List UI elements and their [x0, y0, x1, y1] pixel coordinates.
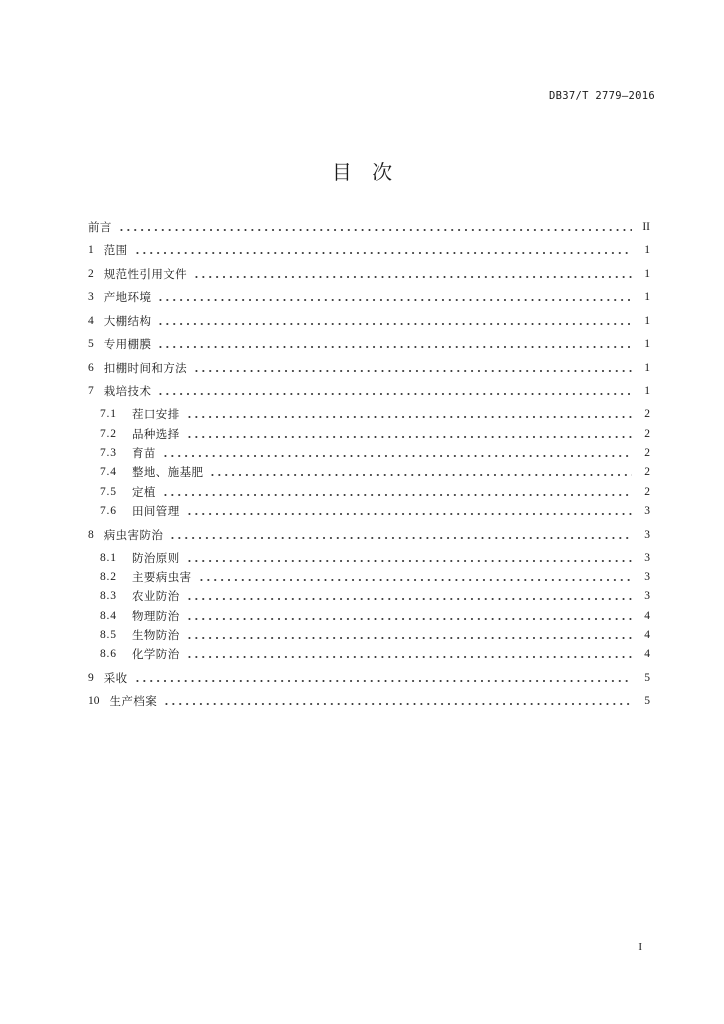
- toc-subsection-group-8: [88, 546, 650, 666]
- toc-entry-page: 3: [644, 570, 650, 583]
- toc-entry-label: 扣棚时间和方法: [103, 362, 188, 375]
- toc-entry-number: 7.1: [100, 408, 117, 421]
- toc-entry-label: 前言: [88, 221, 112, 234]
- toc-entry-label: 栽培技术: [103, 386, 152, 399]
- toc-entry-10: [88, 690, 650, 714]
- toc-entry-page: 1: [644, 385, 650, 398]
- toc-entry-label: 定植: [132, 486, 156, 499]
- toc-entry-number: 1: [88, 244, 94, 257]
- toc-entry-page: 1: [644, 267, 650, 280]
- dot-leader: [186, 513, 632, 515]
- toc-entry-label: 茬口安排: [132, 409, 180, 422]
- toc-entry-page: 5: [644, 671, 650, 684]
- toc-entry-page: 1: [644, 291, 650, 304]
- dot-leader: [134, 680, 632, 682]
- toc-entry-label: 主要病虫害: [132, 571, 192, 584]
- standard-code-header: DB37/T 2779—2016: [549, 90, 655, 102]
- dot-leader: [198, 579, 633, 581]
- toc-entry-5: [88, 333, 650, 357]
- toc-entry-page: 4: [644, 609, 650, 622]
- toc-entry-number: 9: [88, 671, 94, 684]
- dot-leader: [169, 537, 632, 539]
- toc-entry-page: 3: [644, 551, 650, 564]
- page-title: 目 次: [331, 160, 393, 184]
- toc-entry-label: 田间管理: [132, 506, 180, 519]
- toc-entry-page: 5: [644, 695, 650, 708]
- toc-entry-label: 防治原则: [132, 552, 180, 565]
- toc-entry-number: 7.6: [100, 505, 117, 518]
- toc-entry-label: 物理防治: [132, 610, 180, 623]
- toc-entry-number: 10: [88, 695, 100, 708]
- toc-entry-number: 7.3: [100, 446, 117, 459]
- dot-leader: [193, 276, 632, 278]
- toc-entry-number: 8.4: [100, 609, 117, 622]
- toc-entry-page: 3: [644, 505, 650, 518]
- page-number-footer: I: [638, 941, 642, 953]
- dot-leader: [186, 656, 632, 658]
- toc-entry-label: 采收: [103, 672, 128, 685]
- toc-entry-7-5: [88, 482, 650, 501]
- toc-entry-page: 3: [644, 528, 650, 541]
- toc-entry-label: 产地环境: [103, 292, 152, 305]
- toc-entry-8-5: [88, 625, 650, 644]
- toc-entry-9: [88, 666, 650, 690]
- dot-leader: [186, 560, 632, 562]
- toc-entry-7-1: [88, 405, 650, 424]
- toc-entry-page: 2: [644, 427, 650, 440]
- toc-entry-page: 1: [644, 361, 650, 374]
- toc-entry-8-1: [88, 548, 650, 567]
- toc-entry-7-3: [88, 443, 650, 462]
- toc-entry-foreword: [88, 215, 650, 239]
- toc-entry-number: 2: [88, 267, 94, 280]
- toc-entry-6: [88, 356, 650, 380]
- dot-leader: [186, 416, 632, 418]
- toc-entry-8-6: [88, 645, 650, 664]
- toc-entry-page: 2: [644, 446, 650, 459]
- toc-subsection-group-7: [88, 403, 650, 523]
- dot-leader: [209, 474, 632, 476]
- toc-entry-page: 4: [644, 629, 650, 642]
- toc-entry-number: 8: [88, 528, 94, 541]
- dot-leader: [186, 436, 632, 438]
- dot-leader: [157, 323, 632, 325]
- toc-entry-number: 4: [88, 314, 94, 327]
- toc-entry-1: [88, 239, 650, 263]
- dot-leader: [162, 494, 632, 496]
- toc-entry-number: 7.5: [100, 485, 117, 498]
- toc-entry-label: 大棚结构: [103, 315, 152, 328]
- dot-leader: [193, 370, 632, 372]
- toc-entry-page: II: [642, 220, 650, 233]
- table-of-contents: [88, 215, 650, 713]
- toc-entry-7-2: [88, 424, 650, 443]
- toc-entry-8-3: [88, 587, 650, 606]
- toc-entry-page: 4: [644, 648, 650, 661]
- toc-entry-page: 2: [644, 466, 650, 479]
- dot-leader: [163, 703, 632, 705]
- dot-leader: [186, 637, 632, 639]
- toc-entry-number: 3: [88, 291, 94, 304]
- toc-entry-label: 品种选择: [132, 428, 180, 441]
- toc-entry-number: 8.5: [100, 629, 117, 642]
- dot-leader: [157, 346, 632, 348]
- toc-entry-number: 7: [88, 385, 94, 398]
- toc-entry-label: 整地、施基肥: [132, 467, 204, 480]
- toc-entry-page: 2: [644, 485, 650, 498]
- toc-entry-label: 育苗: [132, 447, 156, 460]
- toc-entry-7-4: [88, 463, 650, 482]
- toc-entry-label: 生物防治: [132, 630, 180, 643]
- toc-entry-8: [88, 523, 650, 547]
- toc-entry-label: 病虫害防治: [103, 529, 164, 542]
- toc-entry-4: [88, 309, 650, 333]
- toc-entry-label: 生产档案: [109, 696, 158, 709]
- dot-leader: [157, 393, 632, 395]
- toc-entry-page: 1: [644, 338, 650, 351]
- toc-entry-8-2: [88, 567, 650, 586]
- toc-entry-label: 化学防治: [132, 649, 180, 662]
- dot-leader: [118, 229, 632, 231]
- toc-entry-number: 7.2: [100, 427, 117, 440]
- dot-leader: [186, 618, 632, 620]
- toc-entry-label: 规范性引用文件: [103, 268, 188, 281]
- toc-entry-page: 1: [644, 244, 650, 257]
- toc-entry-3: [88, 286, 650, 310]
- toc-entry-number: 5: [88, 338, 94, 351]
- dot-leader: [134, 252, 632, 254]
- toc-entry-7-6: [88, 501, 650, 520]
- dot-leader: [186, 598, 632, 600]
- toc-entry-label: 农业防治: [132, 591, 180, 604]
- toc-entry-page: 1: [644, 314, 650, 327]
- toc-entry-page: 2: [644, 408, 650, 421]
- toc-entry-number: 6: [88, 361, 94, 374]
- toc-entry-label: 范围: [103, 245, 128, 258]
- toc-entry-7: [88, 380, 650, 404]
- toc-entry-number: 8.6: [100, 648, 117, 661]
- dot-leader: [162, 455, 632, 457]
- toc-entry-label: 专用棚膜: [103, 339, 152, 352]
- dot-leader: [157, 299, 632, 301]
- toc-entry-number: 8.1: [100, 551, 117, 564]
- toc-entry-number: 8.3: [100, 590, 117, 603]
- toc-entry-8-4: [88, 606, 650, 625]
- toc-entry-2: [88, 262, 650, 286]
- toc-entry-page: 3: [644, 590, 650, 603]
- toc-entry-number: 7.4: [100, 466, 117, 479]
- toc-entry-number: 8.2: [100, 570, 117, 583]
